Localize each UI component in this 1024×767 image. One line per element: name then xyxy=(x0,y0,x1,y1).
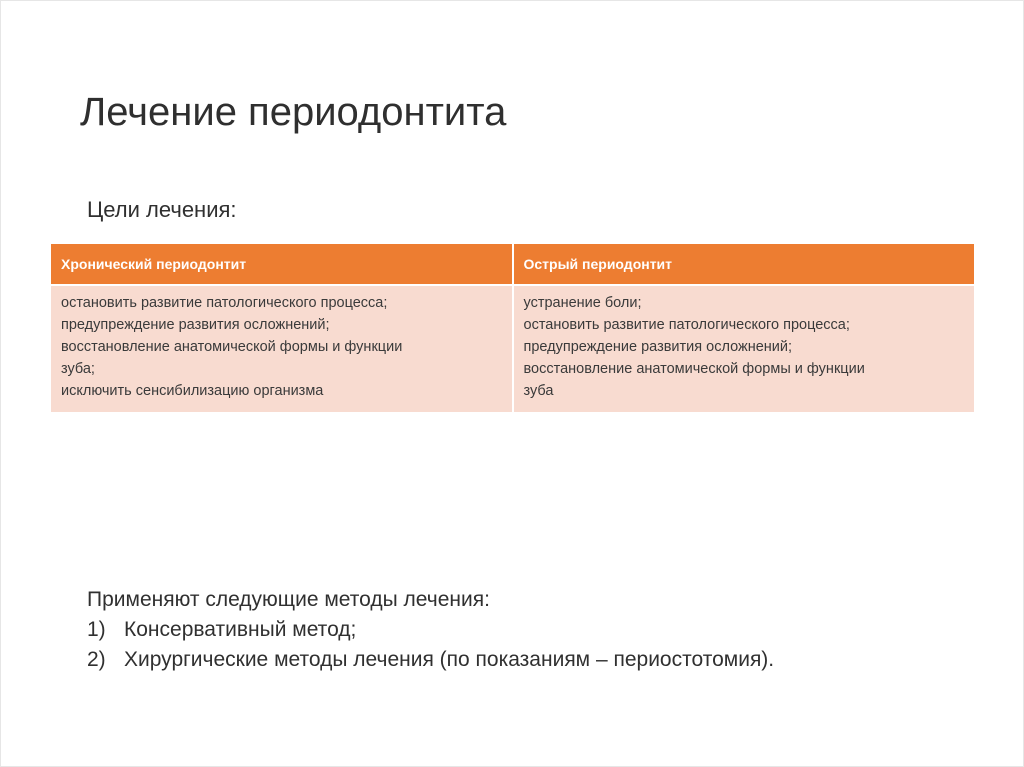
chronic-goal-line: остановить развитие патологического процесса; xyxy=(61,295,388,311)
methods-list xyxy=(87,585,774,675)
chronic-goal-line: предупреждение развития осложнений; xyxy=(61,317,330,333)
table-row xyxy=(51,285,974,412)
list-item xyxy=(87,615,774,645)
list-item xyxy=(87,645,774,675)
cell-chronic-goals xyxy=(51,285,513,412)
goals-table xyxy=(51,244,974,412)
header-chronic: Хронический периодонтит xyxy=(51,244,513,285)
acute-goal-line: зуба xyxy=(523,383,554,399)
chronic-goal-line: восстановление анатомической формы и функции xyxy=(61,339,403,355)
list-item-text: Хирургические методы лечения (по показаниям – периостотомия). xyxy=(124,648,775,671)
cell-acute-goals xyxy=(513,285,975,412)
list-item-number: 1) xyxy=(87,618,106,641)
list-item-text: Консервативный метод; xyxy=(124,618,357,641)
header-acute: Острый периодонтит xyxy=(513,244,975,285)
chronic-goal-line: исключить сенсибилизацию организма xyxy=(61,383,324,399)
table-header-row xyxy=(51,244,974,285)
chronic-goal-line: зуба; xyxy=(61,361,95,377)
acute-goal-line: предупреждение развития осложнений; xyxy=(523,339,792,355)
goals-heading: Цели лечения: xyxy=(87,197,237,222)
slide-title: Лечение периодонтита xyxy=(80,90,507,134)
methods-intro: Применяют следующие методы лечения: xyxy=(87,588,490,611)
acute-goal-line: восстановление анатомической формы и функции xyxy=(523,361,865,377)
acute-goal-line: остановить развитие патологического процесса; xyxy=(523,317,850,333)
list-item-number: 2) xyxy=(87,648,106,671)
acute-goal-line: устранение боли; xyxy=(523,295,642,311)
